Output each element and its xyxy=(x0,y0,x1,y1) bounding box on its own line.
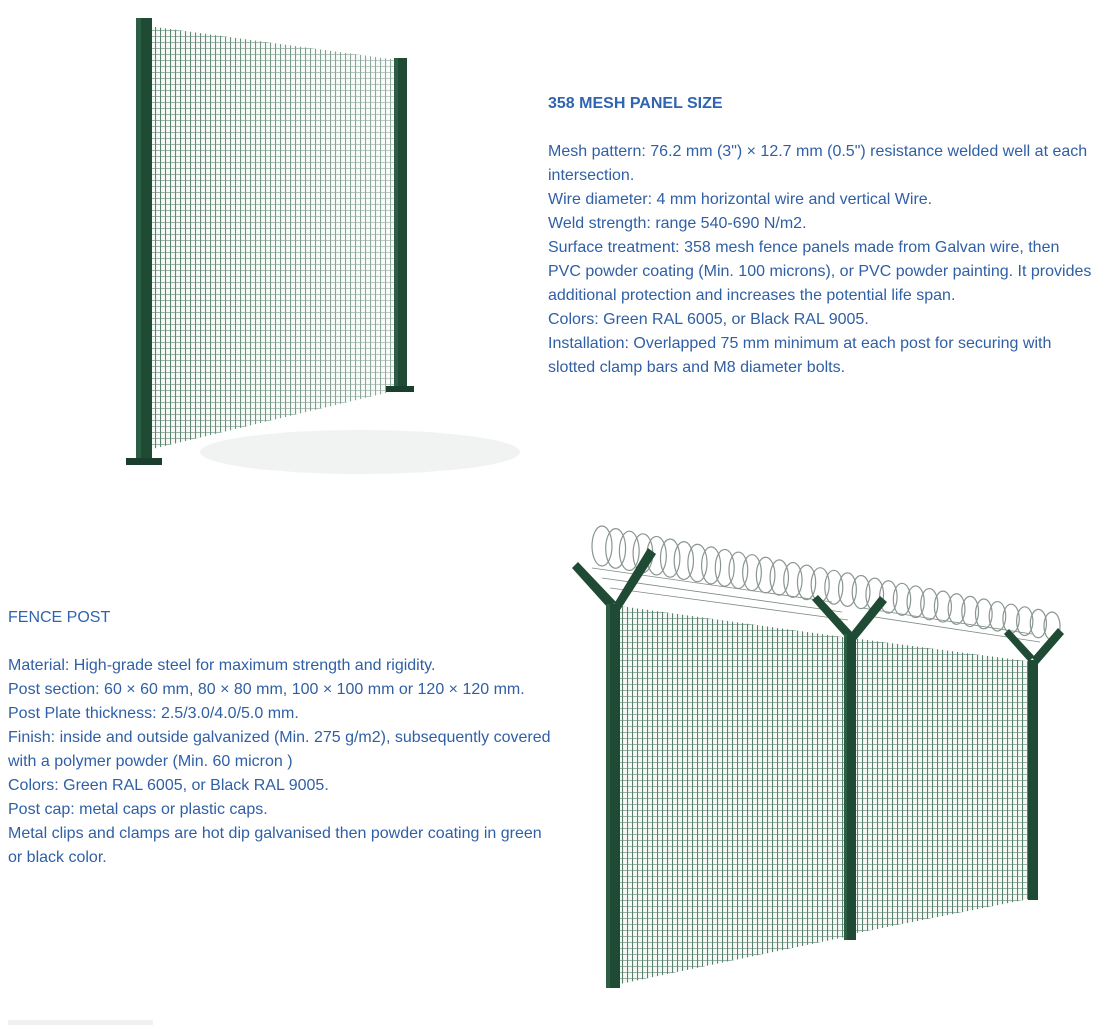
panel-spec-block xyxy=(548,92,1096,380)
footer-divider xyxy=(8,1020,153,1025)
post-spec-line: Material: High-grade steel for maximum strength and rigidity. xyxy=(8,657,436,674)
mesh-panel-image xyxy=(110,12,530,477)
razor-coil-loop xyxy=(592,526,612,566)
post-spec-line: Post section: 60 × 60 mm, 80 × 80 mm, 100 × 100 mm or 120 × 120 mm. xyxy=(8,681,525,698)
razor-coil-loop xyxy=(688,544,707,581)
panel-spec-line: Colors: Green RAL 6005, or Black RAL 9005. xyxy=(548,311,869,328)
razor-coil-loop xyxy=(674,542,693,580)
razor-coil-loop xyxy=(715,549,734,586)
post-spec-title: FENCE POST xyxy=(8,609,111,626)
razor-coil-loop xyxy=(934,591,951,622)
panel-spec-line: Surface treatment: 358 mesh fence panels made from Galvan wire, then PVC powder coating (Min. 100 microns), or PVC powder painting. It provides additional protection and increases the potential life span. xyxy=(548,239,1092,304)
razor-coil-loop xyxy=(660,539,679,577)
post-spec-line: Colors: Green RAL 6005, or Black RAL 9005. xyxy=(8,777,329,794)
post-spec-line: Metal clips and clamps are hot dip galvanised then powder coating in green or black color. xyxy=(8,825,542,866)
post-spec-line: Post Plate thickness: 2.5/3.0/4.0/5.0 mm. xyxy=(8,705,299,722)
post-spec-line: Finish: inside and outside galvanized (Min. 275 g/m2), subsequently covered with a polymer powder (Min. 60 micron ) xyxy=(8,729,551,770)
panel-spec-line: Mesh pattern: 76.2 mm (3") × 12.7 mm (0.5") resistance welded well at each intersection. xyxy=(548,143,1088,184)
panel-spec-line: Wire diameter: 4 mm horizontal wire and vertical Wire. xyxy=(548,191,933,208)
razor-coil-loop xyxy=(606,529,626,569)
fence-post-image xyxy=(562,516,1074,990)
post-spec-line: Post cap: metal caps or plastic caps. xyxy=(8,801,268,818)
panel-spec-line: Weld strength: range 540-690 N/m2. xyxy=(548,215,807,232)
post-spec-block xyxy=(8,606,556,870)
panel-spec-line: Installation: Overlapped 75 mm minimum at each post for securing with slotted clamp bars and M8 diameter bolts. xyxy=(548,335,1052,376)
panel-spec-title: 358 MESH PANEL SIZE xyxy=(548,95,723,112)
razor-coil-loop xyxy=(619,531,639,570)
razor-coil-loop xyxy=(702,547,721,584)
